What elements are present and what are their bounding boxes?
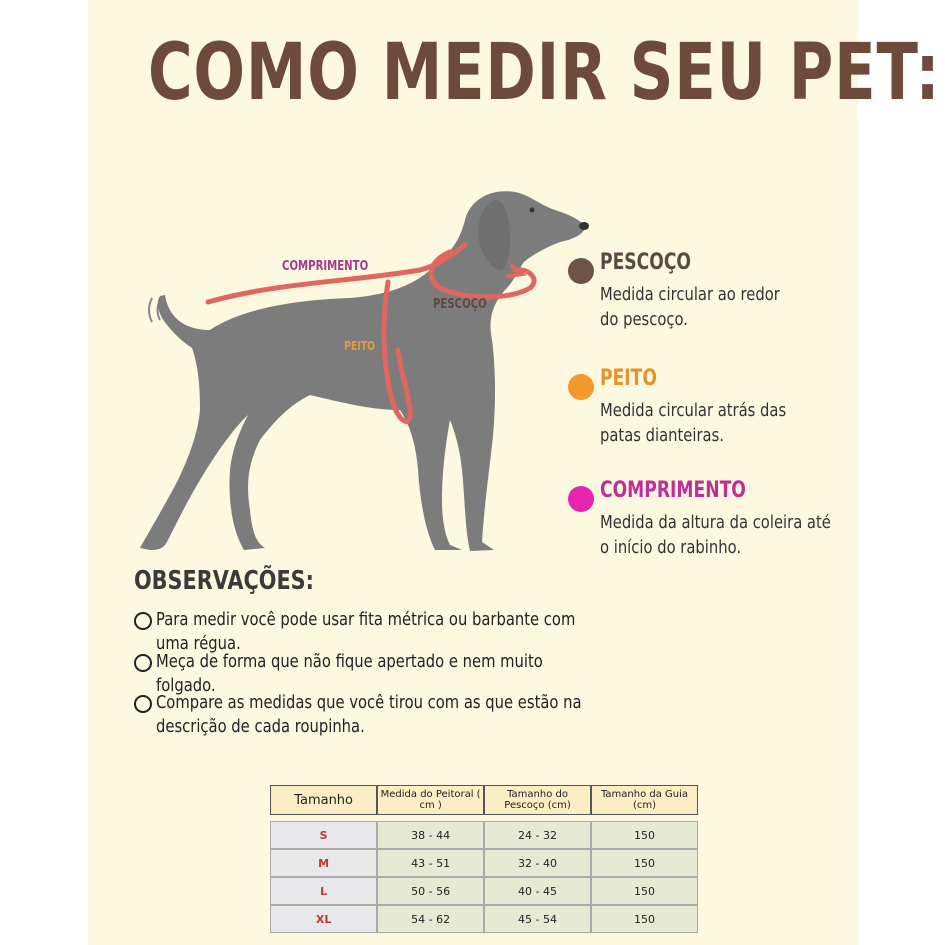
table-row: [270, 821, 698, 849]
table-cell: 150: [591, 849, 698, 877]
diagram-label-peito: PEITO: [344, 339, 376, 353]
table-cell: 45 - 54: [484, 905, 591, 933]
size-cell: S: [270, 821, 377, 849]
table-cell: 43 - 51: [377, 849, 484, 877]
dog-nose: [579, 222, 589, 230]
table-row: [270, 877, 698, 905]
table-row: [270, 905, 698, 933]
table-cell: 150: [591, 877, 698, 905]
comprimento-color-dot: [568, 486, 594, 512]
legend-desc-peito: Medida circular atrás das patas dianteiras.: [600, 400, 787, 446]
legend-title-pescoco: PESCOÇO: [600, 250, 692, 275]
pescoco-color-dot: [568, 258, 594, 284]
dog-illustration: [120, 170, 600, 570]
header-guia: Tamanho da Guia (cm): [591, 785, 698, 815]
table-cell: 54 - 62: [377, 905, 484, 933]
legend-desc-comprimento: Medida da altura da coleira até o início do rabinho.: [600, 512, 831, 558]
page-title: COMO MEDIR SEU PET:: [148, 28, 941, 118]
size-table-header-row: [270, 785, 698, 815]
header-peitoral: Medida do Peitoral ( cm ): [377, 785, 484, 815]
table-cell: 40 - 45: [484, 877, 591, 905]
table-cell: 24 - 32: [484, 821, 591, 849]
table-cell: 32 - 40: [484, 849, 591, 877]
observation-text: Compare as medidas que você tirou com as que estão na descrição de cada roupinha.: [156, 692, 582, 737]
circle-bullet-icon: [134, 695, 152, 713]
size-cell: M: [270, 849, 377, 877]
header-tamanho: Tamanho: [270, 785, 377, 815]
observation-text: Para medir você pode usar fita métrica ou barbante com uma régua.: [156, 609, 576, 654]
diagram-label-comprimento: COMPRIMENTO: [282, 259, 369, 274]
size-cell: XL: [270, 905, 377, 933]
diagram-label-pescoco: PESCOÇO: [433, 297, 487, 312]
legend-desc-pescoco: Medida circular ao redor do pescoço.: [600, 284, 780, 330]
observation-text: Meça de forma que não fique apertado e nem muito folgado.: [156, 651, 543, 696]
circle-bullet-icon: [134, 612, 152, 630]
table-cell: 38 - 44: [377, 821, 484, 849]
peito-color-dot: [568, 374, 594, 400]
size-table: [270, 785, 698, 933]
table-cell: 50 - 56: [377, 877, 484, 905]
dog-silhouette: [140, 191, 585, 551]
dog-eye: [530, 208, 535, 213]
circle-bullet-icon: [134, 654, 152, 672]
legend-title-peito: PEITO: [600, 366, 657, 391]
size-cell: L: [270, 877, 377, 905]
observations-heading: OBSERVAÇÕES:: [134, 566, 314, 596]
table-cell: 150: [591, 821, 698, 849]
header-pescoco: Tamanho do Pescoço (cm): [484, 785, 591, 815]
legend-title-comprimento: COMPRIMENTO: [600, 478, 746, 503]
table-row: [270, 849, 698, 877]
table-cell: 150: [591, 905, 698, 933]
